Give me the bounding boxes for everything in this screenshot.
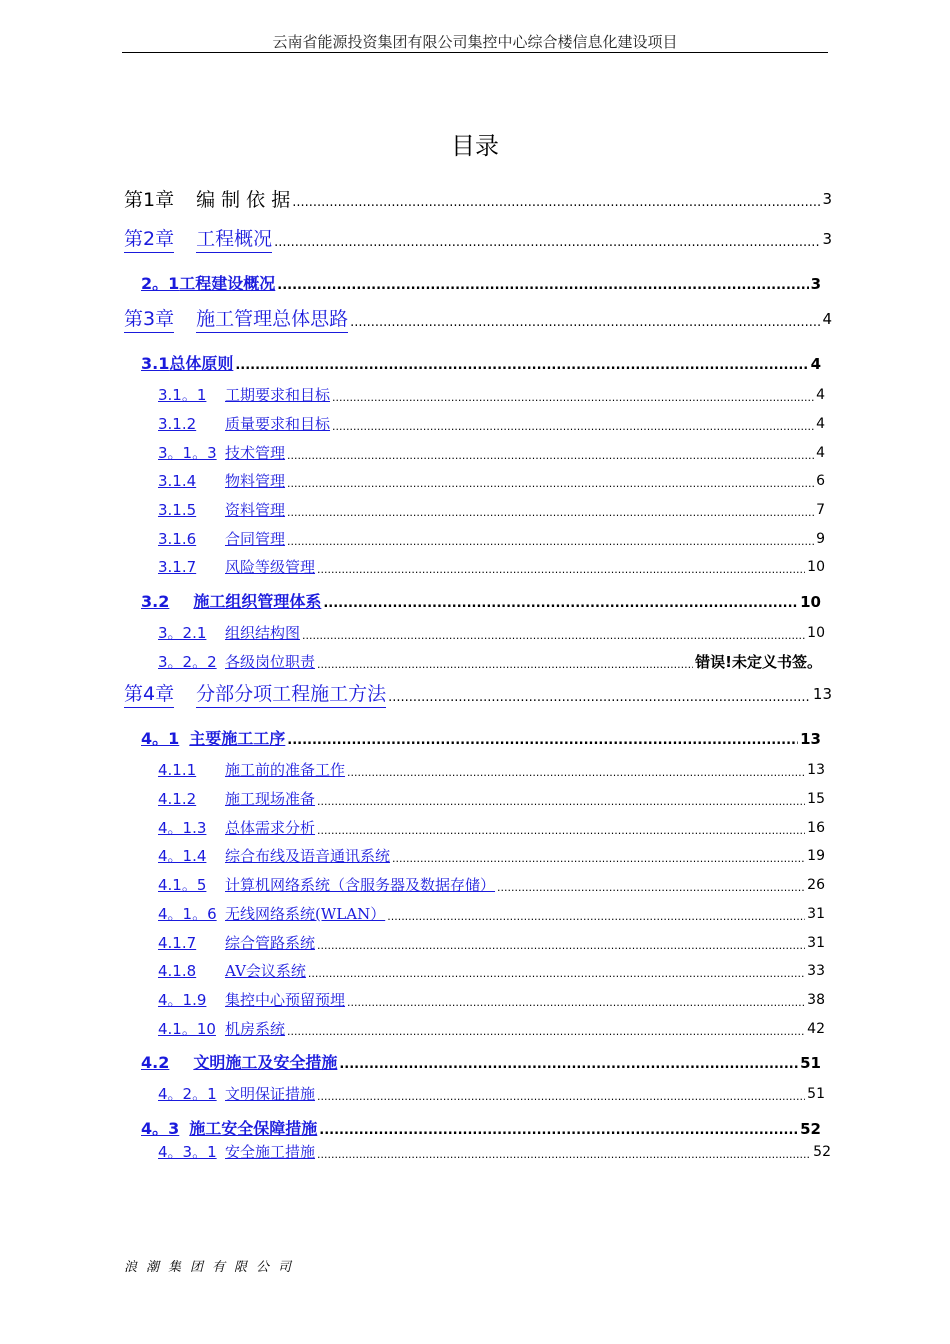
toc-subsection-3-2-2[interactable] <box>158 651 822 673</box>
toc-subsection-4-1-5[interactable] <box>158 874 825 896</box>
toc-leader <box>388 688 811 708</box>
toc-leader <box>323 595 798 613</box>
toc-section-3-2[interactable] <box>141 591 821 613</box>
toc-label: 施工管理总体思路 <box>196 306 348 333</box>
toc-label: 安全施工措施 <box>225 1143 316 1161</box>
toc-label: 综合管路系统 <box>225 934 316 952</box>
toc-label: AV会议系统 <box>225 962 306 980</box>
toc-number: 4.1。5 <box>158 876 207 894</box>
toc-page: 15 <box>807 791 825 807</box>
toc-leader <box>287 448 814 464</box>
toc-number: 4。1.4 <box>158 847 207 865</box>
toc-leader <box>347 995 805 1011</box>
toc-section-4-2[interactable] <box>141 1052 821 1074</box>
toc-chapter-3[interactable] <box>124 305 832 333</box>
toc-subsection-4-1-10[interactable] <box>158 1018 825 1040</box>
toc-leader <box>319 1122 798 1140</box>
toc-page: 13 <box>800 730 821 748</box>
toc-leader <box>287 732 798 750</box>
toc-leader <box>317 562 805 578</box>
toc-page: 10 <box>807 559 825 575</box>
toc-label: 无线网络系统(WLAN） <box>225 905 386 923</box>
toc-page: 16 <box>807 820 825 836</box>
toc-label: 技术管理 <box>225 444 286 462</box>
toc-page: 31 <box>807 906 825 922</box>
toc-number: 4。2。1 <box>158 1085 217 1103</box>
toc-subsection-3-1-3[interactable] <box>158 442 825 464</box>
toc-page: 19 <box>807 848 825 864</box>
toc-page: 33 <box>807 963 825 979</box>
toc-label: 主要施工工序 <box>189 729 286 748</box>
toc-label: 编 制 依 据 <box>196 189 291 211</box>
toc-label: 物料管理 <box>225 472 286 490</box>
toc-leader <box>317 823 805 839</box>
toc-page: 4 <box>822 310 832 328</box>
toc-leader <box>287 534 814 550</box>
toc-number: 3。2。2 <box>158 653 217 671</box>
toc-page: 13 <box>807 762 825 778</box>
toc-subsection-4-1-1[interactable] <box>158 759 825 781</box>
toc-leader <box>347 765 805 781</box>
toc-label: 文明保证措施 <box>225 1085 316 1103</box>
page-footer: 浪潮集团有限公司 <box>124 1260 301 1275</box>
toc-section-4-1[interactable] <box>141 728 821 750</box>
toc-number: 4.1.8 <box>158 962 197 980</box>
toc-page: 4 <box>810 355 821 373</box>
toc-page: 10 <box>800 593 821 611</box>
toc-page: 7 <box>816 502 825 518</box>
toc-number: 第4章 <box>124 681 174 708</box>
toc-leader <box>317 938 805 954</box>
toc-label: 施工安全保障措施 <box>189 1119 318 1138</box>
toc-page: 42 <box>807 1021 825 1037</box>
toc-number: 4。3。1 <box>158 1143 217 1161</box>
toc-number: 4.1。10 <box>158 1020 216 1038</box>
toc-label: 计算机网络系统（含服务器及数据存储） <box>225 876 496 894</box>
toc-label: 总体需求分析 <box>225 819 316 837</box>
toc-number: 3.1.6 <box>158 530 197 548</box>
toc-number: 第1章 <box>124 189 175 211</box>
toc-subsection-4-1-4[interactable] <box>158 845 825 867</box>
toc-subsection-4-1-6[interactable] <box>158 903 825 925</box>
toc-chapter-4[interactable] <box>124 680 832 708</box>
toc-label: 组织结构图 <box>225 624 301 642</box>
toc-subsection-4-1-7[interactable] <box>158 932 825 954</box>
toc-page: 31 <box>807 935 825 951</box>
toc-number: 3.1.2 <box>158 415 197 433</box>
toc-leader <box>387 909 805 925</box>
toc-page: 52 <box>813 1144 831 1160</box>
toc-number: 2。1 <box>141 274 180 293</box>
toc-page: 3 <box>810 275 821 293</box>
toc-section-2-1[interactable] <box>141 273 821 295</box>
toc-number: 3。2.1 <box>158 624 207 642</box>
toc-page: 3 <box>822 190 832 208</box>
toc-page: 9 <box>816 531 825 547</box>
toc-number: 4.2 <box>141 1053 170 1072</box>
toc-label: 集控中心预留预埋 <box>225 991 346 1009</box>
toc-leader <box>292 193 820 213</box>
toc-label: 文明施工及安全措施 <box>193 1053 338 1072</box>
toc-leader <box>235 357 808 375</box>
toc-label: 工程概况 <box>196 226 272 253</box>
toc-number: 3.1。1 <box>158 386 207 404</box>
toc-label: 施工前的准备工作 <box>225 761 346 779</box>
toc-subsection-3-1-2[interactable] <box>158 413 825 435</box>
toc-label: 综合布线及语音通讯系统 <box>225 847 391 865</box>
toc-label: 风险等级管理 <box>225 558 316 576</box>
toc-number: 第2章 <box>124 226 174 253</box>
toc-subsection-4-3-1[interactable] <box>158 1141 831 1163</box>
toc-label: 机房系统 <box>225 1020 286 1038</box>
toc-subsection-4-1-3[interactable] <box>158 817 825 839</box>
toc-page: 3 <box>822 230 832 248</box>
toc-page: 51 <box>807 1086 825 1102</box>
toc-leader <box>277 277 808 295</box>
toc-label: 总体原则 <box>169 354 234 373</box>
toc-page: 4 <box>816 416 825 432</box>
toc-chapter-1[interactable] <box>124 185 832 213</box>
toc-label: 分部分项工程施工方法 <box>196 681 386 708</box>
toc-number: 3.1.5 <box>158 501 197 519</box>
toc-leader <box>308 966 805 982</box>
toc-leader <box>339 1056 798 1074</box>
toc-number: 4。1.9 <box>158 991 207 1009</box>
toc-section-3-1[interactable] <box>141 353 821 375</box>
toc-label: 施工现场准备 <box>225 790 316 808</box>
page-header: 云南省能源投资集团有限公司集控中心综合楼信息化建设项目 <box>122 32 828 53</box>
toc-subsection-3-1-1[interactable] <box>158 384 825 406</box>
toc-number: 3。1。3 <box>158 444 217 462</box>
toc-label: 工程建设概况 <box>179 274 276 293</box>
toc-number: 4.1.1 <box>158 761 197 779</box>
toc-page: 4 <box>816 387 825 403</box>
toc-leader <box>317 657 693 673</box>
toc-label: 合同管理 <box>225 530 286 548</box>
toc-leader <box>332 419 814 435</box>
toc-label: 工期要求和目标 <box>225 386 331 404</box>
toc-leader <box>274 233 820 253</box>
toc-subsection-4-1-8[interactable] <box>158 960 825 982</box>
toc-number: 4。3 <box>141 1119 180 1138</box>
toc-subsection-4-1-2[interactable] <box>158 788 825 810</box>
toc-leader <box>497 880 805 896</box>
toc-number: 3.1.4 <box>158 472 197 490</box>
toc-label: 质量要求和目标 <box>225 415 331 433</box>
toc-page: 38 <box>807 992 825 1008</box>
toc-leader <box>317 1147 811 1163</box>
toc-subsection-3-1-5[interactable] <box>158 499 825 521</box>
toc-section-4-3[interactable] <box>141 1118 821 1140</box>
toc-page-error: 错误!未定义书签。 <box>695 653 822 671</box>
toc-leader <box>287 476 814 492</box>
toc-subsection-3-1-7[interactable] <box>158 556 825 578</box>
toc-leader <box>317 794 805 810</box>
toc-number: 4。1.3 <box>158 819 207 837</box>
toc-number: 3.2 <box>141 592 170 611</box>
toc-number: 第3章 <box>124 306 174 333</box>
toc-subsection-3-2-1[interactable] <box>158 622 825 644</box>
toc-subsection-3-1-6[interactable] <box>158 528 825 550</box>
toc-number: 3.1 <box>141 354 170 373</box>
toc-leader <box>287 1024 805 1040</box>
toc-leader <box>317 1089 805 1105</box>
toc-subsection-4-2-1[interactable] <box>158 1083 825 1105</box>
toc-chapter-2[interactable] <box>124 225 832 253</box>
toc-leader <box>302 628 805 644</box>
toc-number: 4.1.7 <box>158 934 197 952</box>
toc-leader <box>287 505 814 521</box>
toc-label: 各级岗位职责 <box>225 653 316 671</box>
toc-page: 26 <box>807 877 825 893</box>
toc-page: 6 <box>816 473 825 489</box>
toc-number: 4.1.2 <box>158 790 197 808</box>
toc-page: 51 <box>800 1054 821 1072</box>
toc-number: 3.1.7 <box>158 558 197 576</box>
toc-subsection-3-1-4[interactable] <box>158 470 825 492</box>
toc-page: 4 <box>816 445 825 461</box>
toc-label: 资料管理 <box>225 501 286 519</box>
toc-leader <box>332 390 814 406</box>
toc-page: 52 <box>800 1120 821 1138</box>
toc-leader <box>350 313 820 333</box>
toc-page: 10 <box>807 625 825 641</box>
toc-subsection-4-1-9[interactable] <box>158 989 825 1011</box>
toc-label: 施工组织管理体系 <box>193 592 322 611</box>
toc-number: 4。1 <box>141 729 180 748</box>
toc-leader <box>392 851 805 867</box>
page-title: 目录 <box>451 132 499 160</box>
toc-number: 4。1。6 <box>158 905 217 923</box>
toc-page: 13 <box>812 685 832 703</box>
